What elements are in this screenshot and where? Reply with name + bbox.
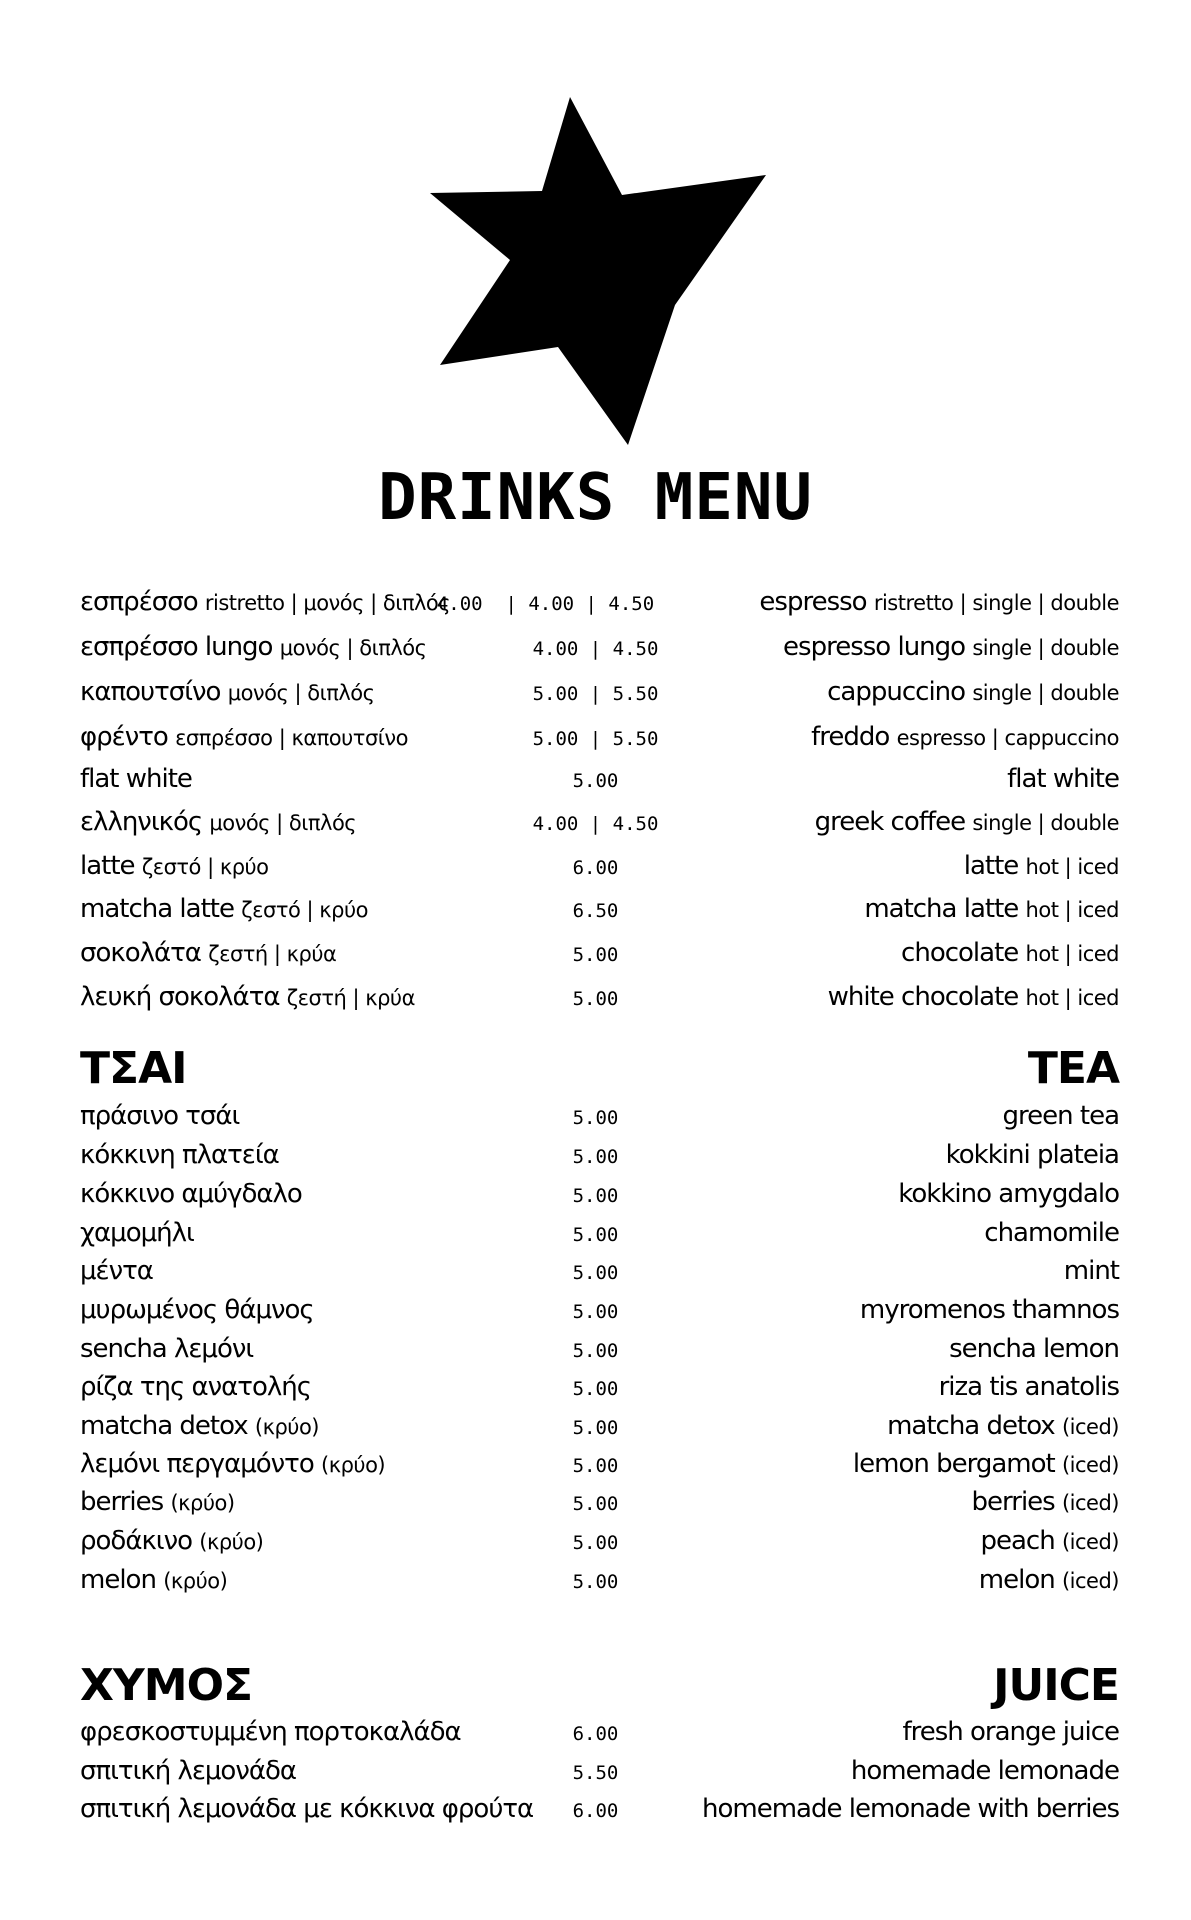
item-price: 5.00 [572,1224,619,1246]
item-options-english: (iced) [1061,1569,1119,1593]
item-name-greek-text: φρέντο [80,722,168,752]
item-name-greek-text: εσπρέσσο [80,587,198,617]
item-price: 5.00 [572,1455,619,1477]
item-options-english: single | double [972,681,1119,705]
item-options-greek: (κρύο) [170,1491,235,1515]
item-price: 5.00 [572,1532,619,1554]
item-name-english-text: espresso lungo [783,632,966,662]
item-name-english [939,1372,1119,1402]
item-options-english: hot | iced [1025,898,1119,922]
item-options-english: hot | iced [1025,855,1119,879]
item-price: 5.00 [572,1417,619,1439]
menu-item-row [0,1291,1191,1331]
item-name-english-text: latte [963,851,1019,881]
item-options-english: ristretto | single | double [873,591,1119,615]
item-price: 6.00 [572,1800,619,1822]
item-price: 4.00 | 4.50 [532,813,659,835]
item-name-english-text: green tea [1002,1101,1119,1131]
menu-item-row [0,1214,1191,1254]
item-price: 6.00 [572,1723,619,1745]
item-price: 5.00 [572,1571,619,1593]
item-options-english: single | double [972,636,1119,660]
menu-item-row [0,583,1191,623]
item-name-english [984,1218,1119,1248]
item-price: 5.00 [572,944,619,966]
menu-item-row [0,890,1191,930]
item-name-greek-text: melon [80,1565,156,1595]
item-options-english: (iced) [1061,1530,1119,1554]
item-name-greek-text: κόκκινη πλατεία [80,1140,279,1170]
item-price: 6.50 [572,900,619,922]
menu-item-row [0,803,1191,843]
item-name-english-text: matcha detox [887,1411,1055,1441]
menu-item-row [0,718,1191,758]
menu-item-row [0,978,1191,1018]
menu-item-row [0,847,1191,887]
item-price: 5.00 | 5.50 [532,728,659,750]
item-price: 5.00 [572,1107,619,1129]
item-name-english [980,1526,1119,1556]
item-name-english-text: myromenos thamnos [859,1295,1119,1325]
item-options-greek: (κρύο) [163,1569,228,1593]
menu-item-row [0,1445,1191,1485]
menu-item-row [0,1175,1191,1215]
item-price: 4.00 | 4.00 | 4.50 [436,593,655,615]
item-name-greek-text: berries [80,1487,164,1517]
item-options-english: espresso | cappuccino [896,726,1119,750]
item-price: 5.00 [572,1301,619,1323]
item-price: 5.00 [572,1493,619,1515]
item-name-english-text: cappuccino [827,677,966,707]
item-price: 5.00 [572,1262,619,1284]
item-name-english-text: homemade lemonade [850,1756,1119,1786]
item-price: 5.00 [572,1340,619,1362]
item-name-english [864,894,1119,924]
item-name-greek-text: μυρωμένος θάμνος [80,1295,314,1325]
item-name-english [887,1411,1119,1441]
item-name-greek-text: λευκή σοκολάτα [80,982,280,1012]
item-name-english-text: mint [1063,1256,1119,1286]
item-name-english [972,1487,1119,1517]
item-price: 5.00 [572,1378,619,1400]
item-name-english-text: greek coffee [814,807,966,837]
item-name-greek-text: σπιτική λεμονάδα με κόκκινα φρούτα [80,1794,534,1824]
menu-item-row [0,628,1191,668]
item-name-greek-text: μέντα [80,1256,153,1286]
item-name-english-text: freddo [811,722,890,752]
item-name-english [1003,1101,1119,1131]
item-name-english-text: espresso [759,587,867,617]
item-options-greek: ζεστή | κρύα [286,986,415,1010]
item-options-greek: (κρύο) [254,1415,319,1439]
item-name-english-text: berries [971,1487,1055,1517]
item-name-english [1064,1256,1119,1286]
item-name-english [783,632,1119,662]
item-name-english-text: peach [980,1526,1055,1556]
item-name-english [828,982,1119,1012]
item-name-greek-text: matcha latte [80,894,234,924]
star-logo-shape [430,97,766,445]
item-name-english [815,807,1119,837]
menu-item-row [0,760,1191,800]
item-name-greek-text: χαμομήλι [80,1218,194,1248]
item-options-greek: εσπρέσσο | καπουτσίνο [175,726,408,750]
menu-item-row [0,1407,1191,1447]
item-name-english [759,587,1119,617]
item-name-greek-text: εσπρέσσο lungo [80,632,273,662]
menu-item-row [0,673,1191,713]
item-name-greek-text: σπιτική λεμονάδα [80,1756,297,1786]
item-options-greek: μονός | διπλός [209,811,357,835]
item-name-english [860,1295,1119,1325]
item-name-english [964,851,1119,881]
item-name-greek-text: ροδάκινο [80,1526,193,1556]
item-name-greek-text: sencha λεμόνι [80,1334,254,1364]
item-price: 5.00 [572,1185,619,1207]
item-options-greek: (κρύο) [321,1453,386,1477]
item-name-greek-text: latte [80,851,135,881]
menu-item-row [0,1097,1191,1137]
item-name-english-text: riza tis anatolis [938,1372,1119,1402]
item-name-english [901,938,1119,968]
menu-item-row [0,1522,1191,1562]
menu-item-row [0,1561,1191,1601]
item-name-english-text: chamomile [984,1218,1119,1248]
item-price: 6.00 [572,857,619,879]
item-options-greek: ristretto | μονός | διπλός [204,591,451,615]
item-name-english [898,1179,1119,1209]
item-options-greek: ζεστό | κρύο [141,855,269,879]
menu-item-row [0,1252,1191,1292]
item-options-greek: ζεστό | κρύο [241,898,368,922]
item-options-greek: μονός | διπλός [227,681,375,705]
item-name-english-text: melon [978,1565,1055,1595]
item-price: 5.00 [572,1146,619,1168]
juice-heading-english: JUICE [993,1660,1119,1711]
item-options-english: (iced) [1061,1453,1119,1477]
item-name-english-text: flat white [1007,764,1119,794]
item-name-english-text: kokkino amygdalo [898,1179,1119,1209]
juice-heading-greek: ΧΥΜΟΣ [80,1660,253,1711]
item-price: 5.00 [572,988,619,1010]
item-name-greek-text: flat white [80,764,192,794]
item-price: 4.00 | 4.50 [532,638,659,660]
item-name-greek-text: πράσινο τσάι [80,1101,240,1131]
item-name-english [811,722,1119,752]
menu-item-row [0,1136,1191,1176]
tea-heading-greek: ΤΣΑΙ [80,1043,187,1094]
item-options-greek: ζεστή | κρύα [208,942,337,966]
item-options-greek: (κρύο) [199,1530,264,1554]
item-name-greek-text: κόκκινο αμύγδαλο [80,1179,302,1209]
item-name-english [949,1334,1119,1364]
item-name-english-text: white chocolate [827,982,1019,1012]
item-name-english-text: fresh orange juice [902,1717,1119,1747]
star-icon [430,95,770,445]
item-name-english [851,1756,1119,1786]
item-options-english: hot | iced [1025,942,1119,966]
item-options-english: (iced) [1061,1415,1119,1439]
item-options-english: (iced) [1061,1491,1119,1515]
item-name-english-text: homemade lemonade with berries [702,1794,1119,1824]
menu-item-row [0,934,1191,974]
menu-item-row [0,1330,1191,1370]
item-name-english [853,1449,1119,1479]
item-name-english [902,1717,1119,1747]
item-name-greek-text: φρεσκοστυμμένη πορτοκαλάδα [80,1717,461,1747]
item-name-english-text: kokkini plateia [945,1140,1119,1170]
menu-item-row [0,1713,1191,1753]
tea-heading-english: TEA [1027,1043,1119,1094]
item-name-greek-text: ρίζα της ανατολής [80,1372,311,1402]
item-options-greek: μονός | διπλός [279,636,427,660]
item-name-greek-text: σοκολάτα [80,938,201,968]
item-name-greek-text: ελληνικός [80,807,203,837]
item-name-english-text: matcha latte [864,894,1019,924]
item-price: 5.00 | 5.50 [532,683,659,705]
item-name-english-text: sencha lemon [949,1334,1119,1364]
item-price: 5.50 [572,1762,619,1784]
menu-item-row [0,1752,1191,1792]
menu-item-row [0,1368,1191,1408]
item-price: 5.00 [572,770,619,792]
item-name-greek-text: λεμόνι περγαμόντο [80,1449,314,1479]
menu-item-row [0,1790,1191,1830]
item-name-english-text: lemon bergamot [852,1449,1055,1479]
item-name-greek-text: matcha detox [80,1411,248,1441]
item-name-english [827,677,1119,707]
item-name-english [702,1794,1119,1824]
item-name-english [979,1565,1119,1595]
item-name-english-text: chocolate [901,938,1019,968]
item-name-english [946,1140,1119,1170]
item-options-english: single | double [972,811,1119,835]
item-name-greek-text: καπουτσίνο [80,677,221,707]
item-options-english: hot | iced [1025,986,1119,1010]
menu-item-row [0,1483,1191,1523]
menu-title: DRINKS MENU [378,461,813,535]
item-name-english [1007,764,1119,794]
